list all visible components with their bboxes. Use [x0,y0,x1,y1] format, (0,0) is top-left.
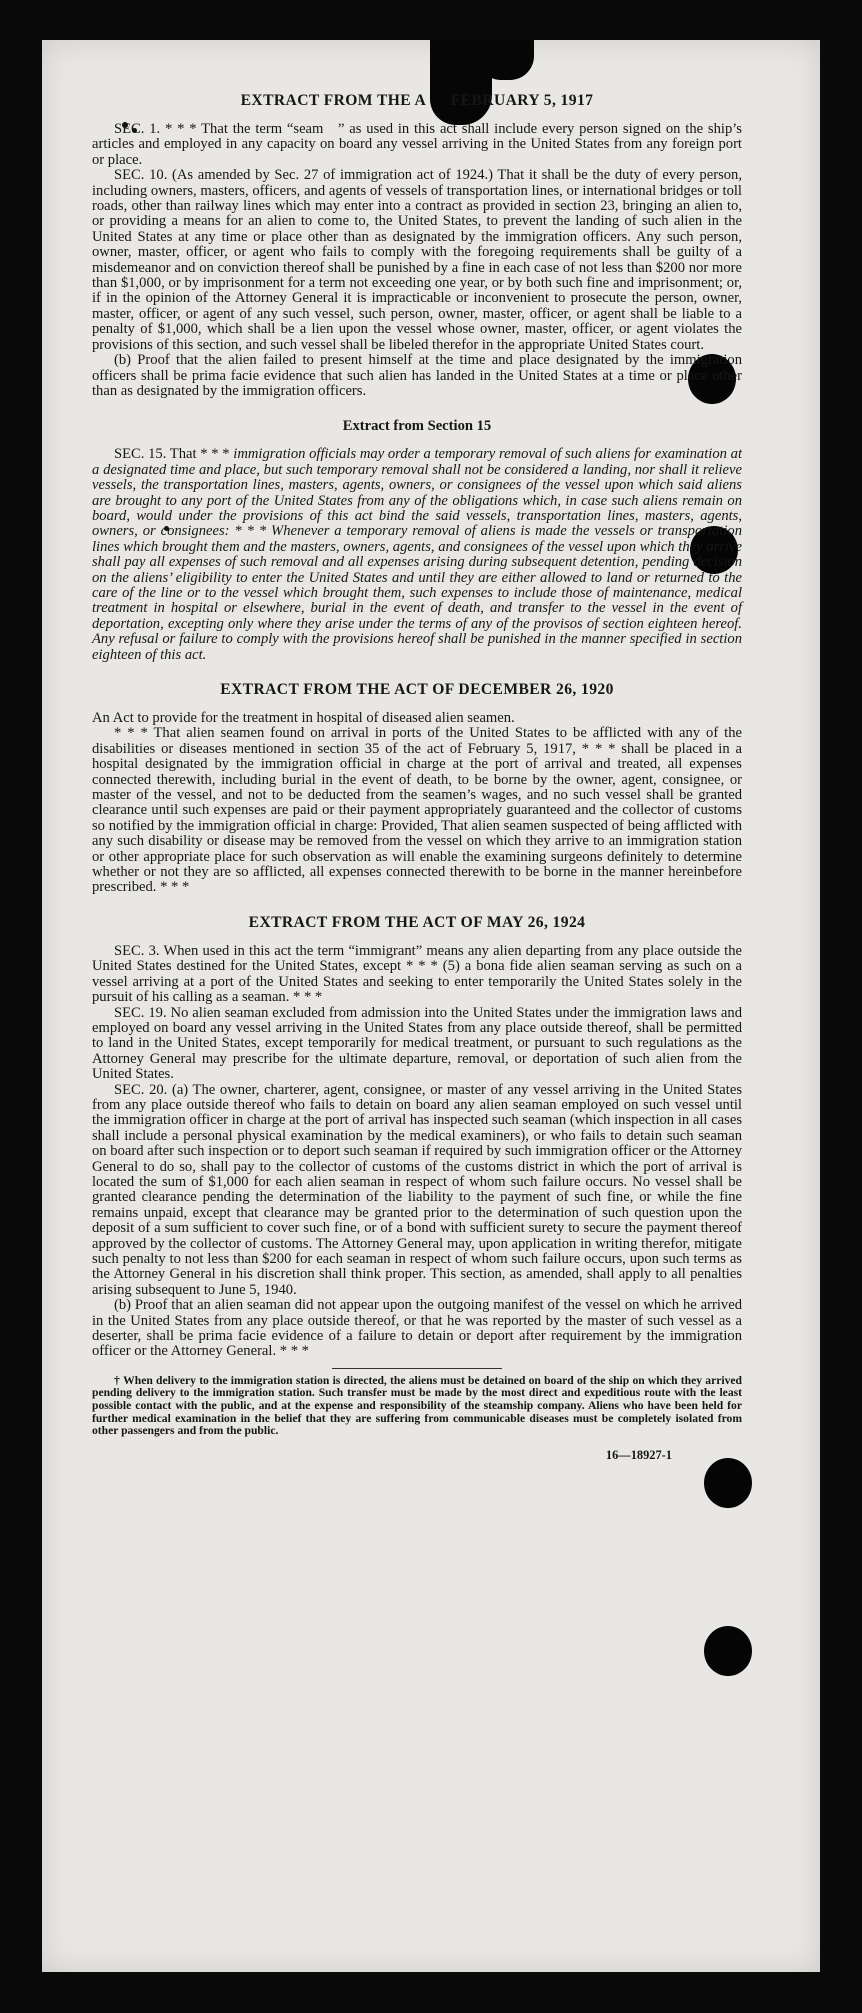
section-15-body: immigration officials may order a temporary removal of such aliens for examination at a designated time and place, but such temporary removal shall not be considered a landing, nor shall it relieve vessels, the transportation lines, masters, agents, owners, or consignees of the vessel upon which said aliens are brought to any port of the United States from any of the obligations which, in case such aliens remain on board, would under the provisions of this act bind the said vessels, transportation lines, masters, agents, owners, or consignees: * * * Whenever a temporary removal of aliens is made the vessels or transportation lines which brought them and the masters, owners, agents, and consignees of the vessel upon which they arrive shall pay all expenses of such removal and all expenses arising during subsequent detention, pending decision on the aliens’ eligibility to enter the United States and until they are either allowed to land or returned to the care of the line or to the vessel which brought them, such expenses to include those of maintenance, medical treatment in hospital or elsewhere, burial in the event of death, and transfer to the vessel in the event of deportation, excepting only where they arise under the terms of any of the provisos of section eighteen hereof. Any refusal or failure to comply with the provisions hereof shall be punished in the manner specified in section eighteen of this act. [92,446,742,663]
punch-hole-3 [704,1458,752,1508]
section-1: SEC. 1. * * * That the term “seam ” as used in this act shall include every person signed on the ship’s articles and employed in any capacity on board any vessel arriving in the United States from any foreign port or place. [92,121,742,168]
document-number: 16—18927-1 [605,1447,672,1462]
punch-hole-4 [704,1626,752,1676]
footnote-rule [332,1368,502,1369]
section-15 [92,447,742,663]
footnote: † When delivery to the immigration station is directed, the aliens must be detained on board of the ship on which they arrived pending delivery to the immigration station. Such transfer must be made by the most direct and expeditious route with the least possible contact with the public, and at the expense and responsibility of the steamship company. Aliens who have been held for further medical examination in the belief that they are suffering from communicable diseases must be completely isolated from other passengers and from the public. [92,1373,742,1438]
act-1920-body: * * * That alien seamen found on arrival in ports of the United States to be afflicted with any of the disabilities or diseases mentioned in section 35 of the act of February 5, 1917, * * * shall be placed in a hospital designated by the immigration official in charge at the port of arrival and treated, all expenses connected therewith, including burial in the event of death, to be borne by the owner, agent, consignee, or master of the vessel, and not to be deducted from the seamen’s wages, and no such vessel shall be granted clearance until such expenses are paid or their payment appropriately guaranteed and the collector of customs so notified by the immigration official in charge: Provided, That alien seamen suspected of being afflicted with any such disability or disease may be removed from the vessel on which they arrive to an immigration station or other appropriate place for such observation as will enable the examining surgeons definitely to determine whether or not they are so afflicted, all expenses connected therewith to be borne in the manner hereinbefore prescribed. * * * [92,725,742,896]
heading-act-1924: EXTRACT FROM THE ACT OF MAY 26, 1924 [248,913,586,931]
heading-act-1920: EXTRACT FROM THE ACT OF DECEMBER 26, 1920 [220,681,614,698]
heading-act-1917: EXTRACT FROM THE A FEBRUARY 5, 1917 [240,92,594,109]
section-20-b: (b) Proof that an alien seaman did not appear upon the outgoing manifest of the vessel on which he arrived in the United States from any place outside thereof, or that he was reported by the master of such vessel as a deserter, shall be prima facie evidence of a failure to detain or deport after requirement by the immigration officer or the Attorney General. * * * [92,1297,742,1360]
section-19: SEC. 19. No alien seaman excluded from admission into the United States under the immigration laws and employed on board any vessel arriving in the United States from any place outside thereof, shall be permitted to land in the United States, except temporarily for medical treatment, or pursuant to such regulations as the Attorney General may prescribe for the ultimate departure, removal, or deportation of such alien from the United States. [92,1004,742,1083]
section-20-a: SEC. 20. (a) The owner, charterer, agent, consignee, or master of any vessel arriving in the United States from any place outside thereof who fails to detain on board any alien seaman employed on such vessel until the immigration officer in charge at the port of arrival has inspected such seaman (which inspection in all cases shall include a personal physical examination by the medical examiners), or who fails to detain such seaman on board after such inspection or to deport such seaman if required by such immigration officer or the Attorney General to do so, shall pay to the collector of customs of the customs district in which the port of arrival is located the sum of $1,000 for each alien seaman in respect of whom such failure occurs. No vessel shall be granted clearance pending the determination of the liability to the payment of such fine, or while the fine remains unpaid, except that clearance may be granted prior to the determination of such question upon the deposit of a sum sufficient to cover such fine, or of a bond with sufficient surety to secure the payment thereof approved by the collector of customs. The Attorney General may, upon application in writing therefor, mitigate such penalty to not less than $200 for each seaman in respect of whom such failure occurs, upon such terms as the Attorney General in his discretion shall think proper. This section, as amended, shall apply to all penalties arising subsequent to June 5, 1940. [92,1081,742,1298]
section-10: SEC. 10. (As amended by Sec. 27 of immigration act of 1924.) That it shall be the duty of every person, including owners, masters, officers, and agents of vessels of transportation lines, or international bridges or toll roads, other than railway lines which may enter into a contract as provided in section 23, bringing an alien to, or providing a means for an alien to come to, the United States, to prevent the landing of such alien in the United States at any time or place other than as designated by the immigration officers. Any such person, owner, master, officer, or agent who fails to comply with the foregoing requirements shall be guilty of a misdemeanor and on conviction thereof shall be punished by a fine in each case of not less than $200 nor more than $1,000, or by imprisonment for a term not exceeding one year, or by both such fine and imprisonment; or, if in the opinion of the Attorney General it is impracticable or inconvenient to prosecute the person, owner, master, officer, or agent of any such vessel, such person, owner, master, officer, or agent shall be liable to a penalty of $1,000, which shall be a lien upon the vessel whose owner, master, officer, or agent violates the provisions of this section, and such vessel shall be libeled therefor in the appropriate United States court. [92,167,742,353]
heading-section-15: Extract from Section 15 [342,418,492,435]
section-3: SEC. 3. When used in this act the term “immigrant” means any alien departing from any place outside the United States destined for the United States, except * * * (5) a bona fide alien seaman serving as such on a vessel arriving at a port of the United States and seeking to enter temporarily the United States solely in the pursuit of his calling as a seaman. * * * [92,942,742,1006]
act-1920-title: An Act to provide for the treatment in hospital of diseased alien seamen. [92,710,515,726]
section-15-lead: SEC. 15. That * * * [114,446,234,463]
section-10-b: (b) Proof that the alien failed to present himself at the time and place designated by the immigration officers shall be prima facie evidence that such alien has landed in the United States at a time or place other than as designated by the immigration officers. [92,352,742,399]
document-text [92,92,742,1463]
